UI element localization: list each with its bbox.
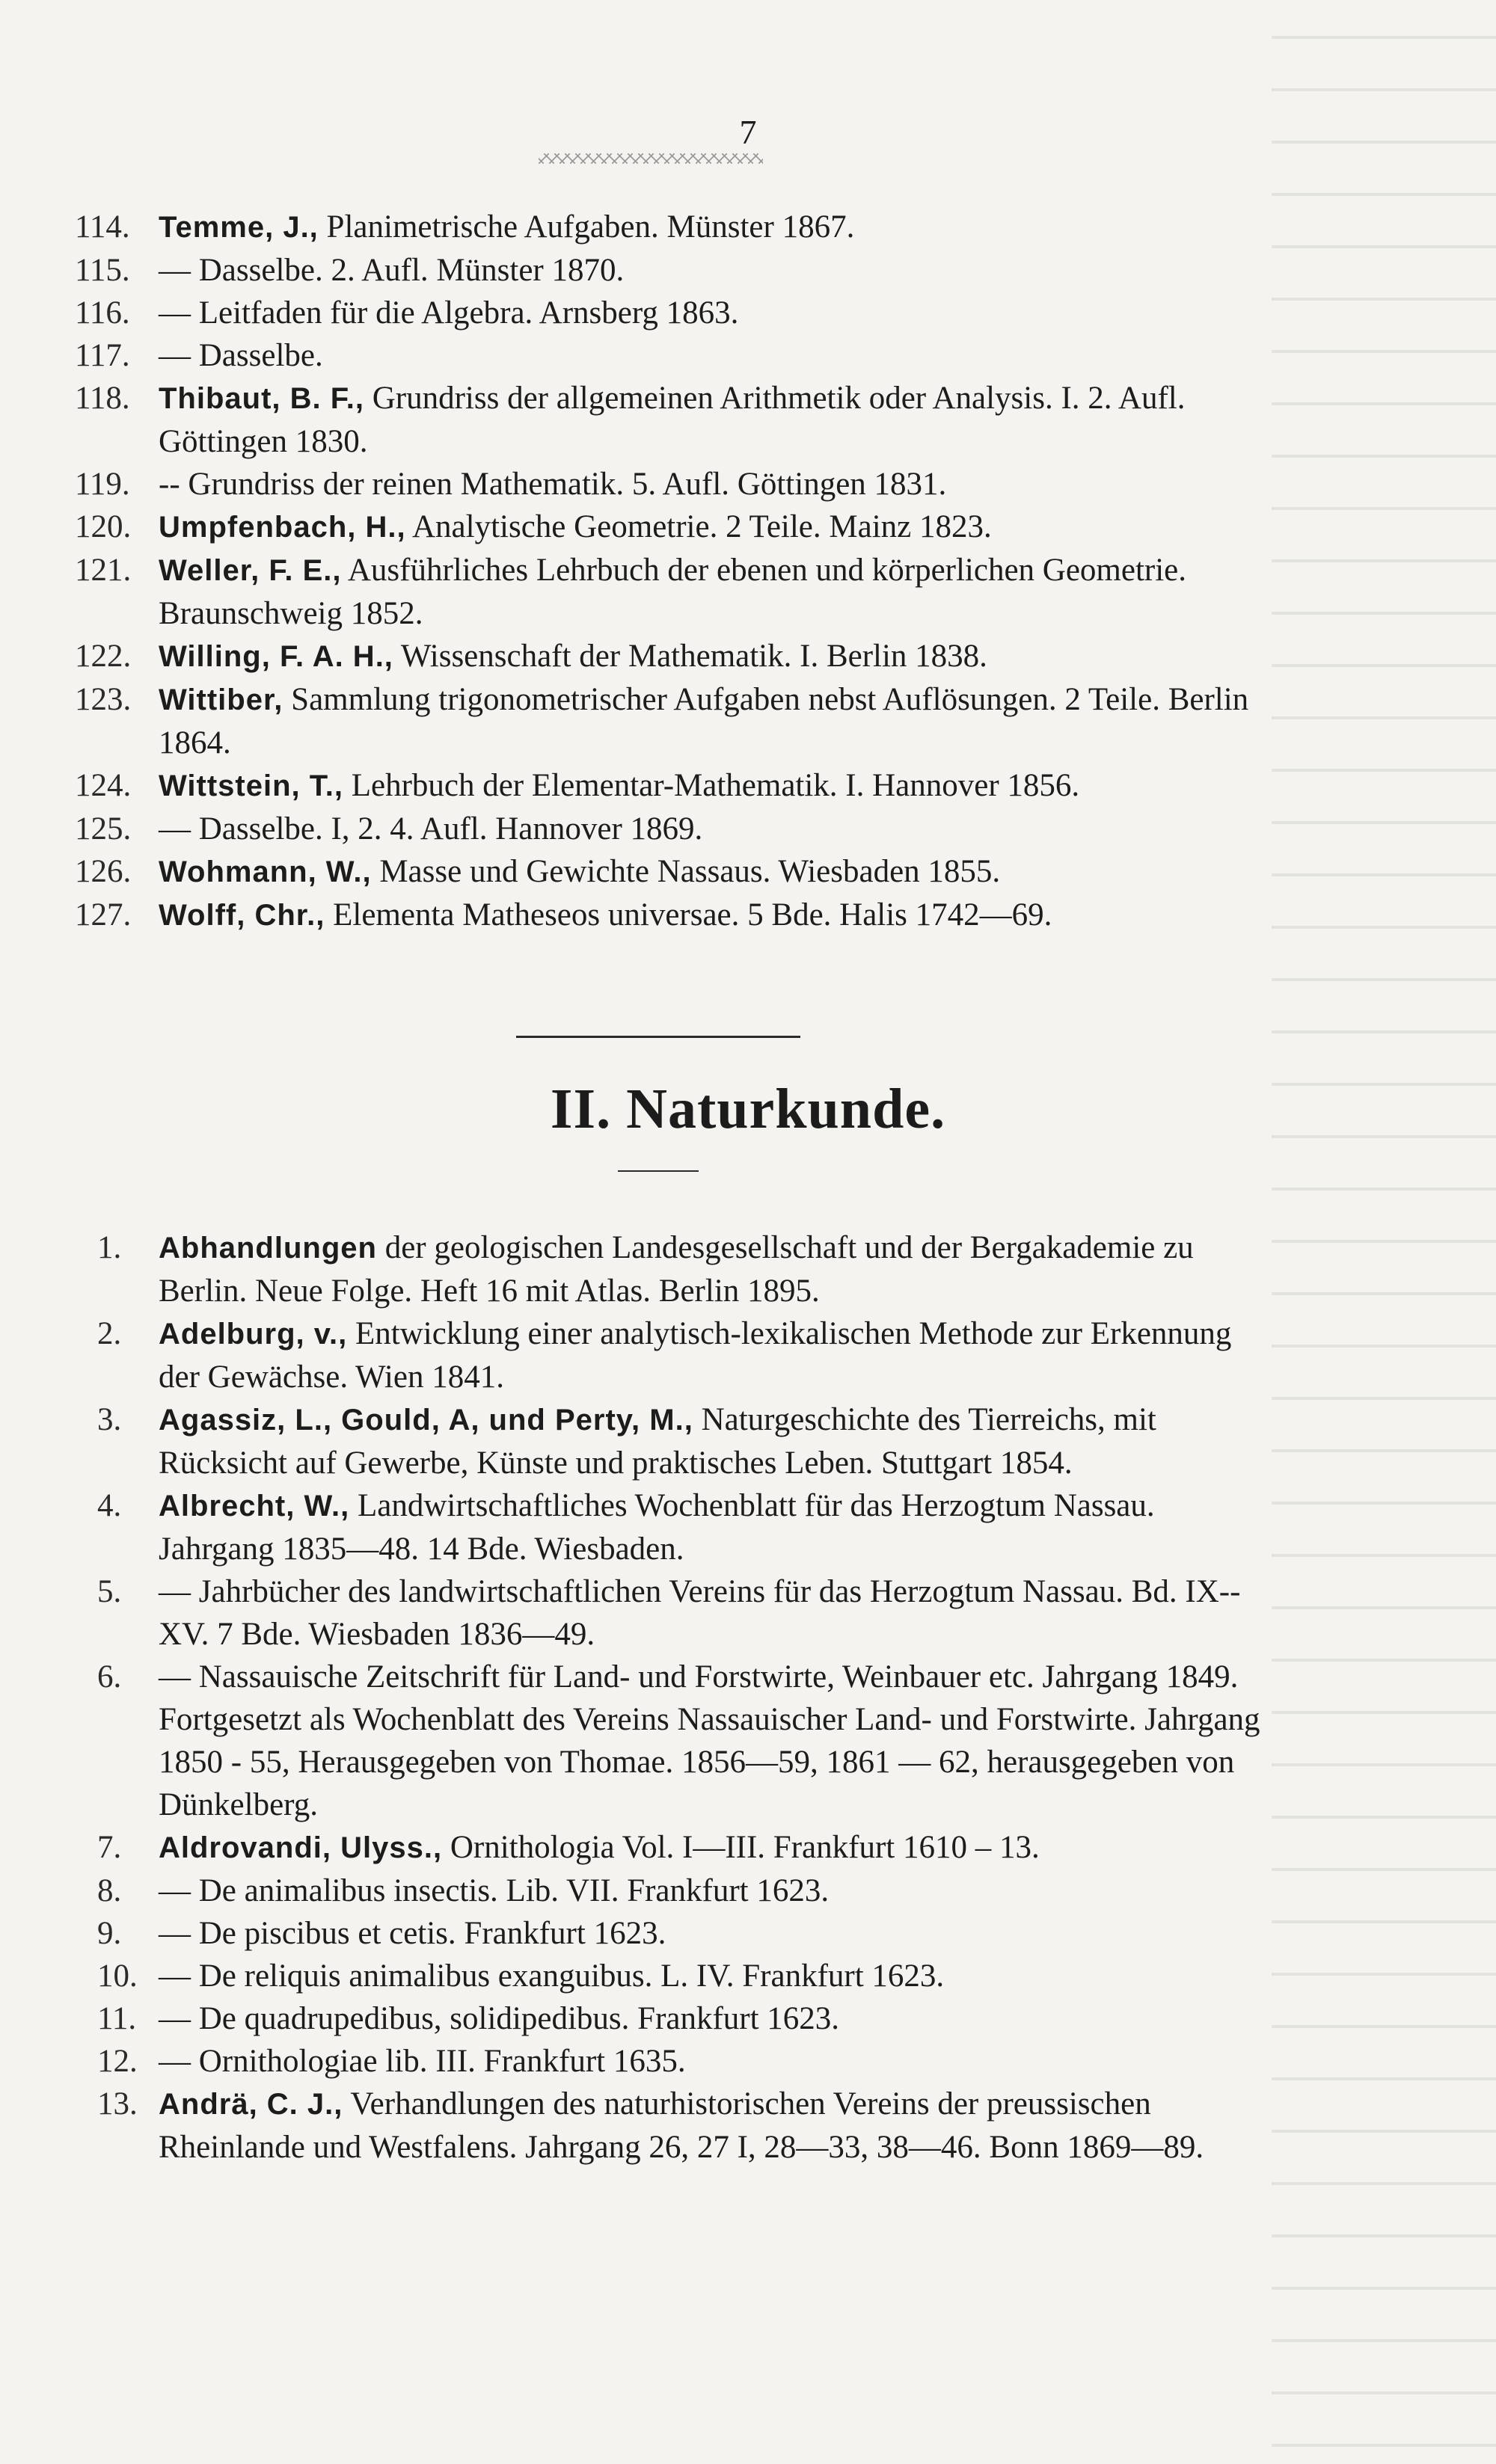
entry-number: 13.: [97, 2086, 138, 2122]
entry-number: 1.: [97, 1230, 122, 1265]
entry-text: — Dasselbe.: [159, 338, 323, 373]
entry-text: — Leitfaden für die Algebra. Arnsberg 1863.: [159, 295, 739, 331]
catalog-entry: [0, 506, 1496, 549]
entry-author: Agassiz, L., Gould, A, und Perty, M.,: [159, 1404, 693, 1437]
entry-author: Wohmann, W.,: [159, 855, 372, 888]
entry-number: 116.: [75, 295, 130, 331]
entry-author: Wittiber,: [159, 683, 283, 716]
section-heading: II. Naturkunde.: [550, 1078, 946, 1140]
entry-number: 124.: [75, 768, 132, 803]
entry-number: 122.: [75, 639, 132, 674]
entry-author: Weller, F. E.,: [159, 554, 342, 587]
catalog-entry: [0, 2040, 1496, 2083]
entry-text: Planimetrische Aufgaben. Münster 1867.: [326, 209, 855, 245]
entry-author: Thibaut, B. F.,: [159, 382, 364, 415]
entry-number: 115.: [75, 253, 130, 288]
entry-number: 121.: [75, 553, 132, 588]
naturkunde-entry-list: [0, 1226, 1496, 2169]
catalog-entry: [0, 463, 1496, 506]
catalog-entry: [0, 1484, 1496, 1570]
entry-author: Andrä, C. J.,: [159, 2088, 343, 2121]
entry-author: Aldrovandi, Ulyss.,: [159, 1831, 443, 1864]
entry-number: 126.: [75, 854, 132, 889]
catalog-entry: [0, 1826, 1496, 1869]
catalog-entry: [0, 1656, 1496, 1826]
catalog-entry: [0, 1955, 1496, 1997]
catalog-entry: [0, 850, 1496, 894]
entry-number: 9.: [97, 1916, 122, 1951]
entry-number: 117.: [75, 338, 130, 373]
entry-author: Adelburg, v.,: [159, 1318, 348, 1351]
entry-text: — Ornithologiae lib. III. Frankfurt 1635.: [159, 2044, 686, 2079]
catalog-entry: [0, 1912, 1496, 1955]
entry-number: 11.: [97, 2001, 137, 2036]
entry-number: 3.: [97, 1402, 122, 1437]
catalog-entry: [0, 249, 1496, 292]
entry-author: Umpfenbach, H.,: [159, 511, 406, 544]
entry-number: 2.: [97, 1316, 122, 1351]
heading-underline: [618, 1170, 699, 1172]
entry-text: — De reliquis animalibus exanguibus. L. IV. Frankfurt 1623.: [159, 1958, 945, 1994]
entry-text: Ornithologia Vol. I—III. Frankfurt 1610 – 13.: [450, 1830, 1040, 1865]
catalog-entry: [0, 377, 1496, 463]
catalog-entry: [0, 292, 1496, 334]
entry-author: Temme, J.,: [159, 211, 319, 244]
entry-number: 7.: [97, 1830, 122, 1865]
entry-text: Landwirtschaftliches Wochenblatt für das Herzogtum Nassau. Jahrgang 1835—48. 14 Bde. Wiesbaden.: [159, 1488, 1155, 1567]
entry-text: Naturgeschichte des Tierreichs, mit Rücksicht auf Gewerbe, Künste und praktisches Leben. Stuttgart 1854.: [159, 1402, 1156, 1481]
entry-number: 8.: [97, 1873, 122, 1908]
catalog-entry: [0, 678, 1496, 764]
catalog-entry: [0, 334, 1496, 377]
entry-text: — Jahrbücher des landwirtschaftlichen Vereins für das Herzogtum Nassau. Bd. IX--XV. 7 Bde. Wiesbaden 1836—49.: [159, 1574, 1241, 1652]
entry-text: — Dasselbe. 2. Aufl. Münster 1870.: [159, 253, 625, 288]
entry-text: Masse und Gewichte Nassaus. Wiesbaden 1855.: [379, 854, 1001, 889]
entry-text: Sammlung trigonometrischer Aufgaben nebst Auflösungen. 2 Teile. Berlin 1864.: [159, 682, 1249, 761]
entry-number: 120.: [75, 509, 132, 544]
page-number: 7: [739, 113, 757, 151]
entry-text: -- Grundriss der reinen Mathematik. 5. Aufl. Göttingen 1831.: [159, 467, 947, 502]
catalog-entry: [0, 1398, 1496, 1484]
catalog-entry: [0, 764, 1496, 808]
entry-author: Willing, F. A. H.,: [159, 640, 393, 673]
entry-text: Ausführliches Lehrbuch der ebenen und körperlichen Geometrie. Braunschweig 1852.: [159, 553, 1187, 631]
catalog-entry: [0, 206, 1496, 249]
catalog-entry: [0, 894, 1496, 937]
catalog-entry: [0, 808, 1496, 850]
entry-text: — Nassauische Zeitschrift für Land- und Forstwirte, Weinbauer etc. Jahrgang 1849. Fortgesetzt als Wochenblatt des Vereins Nassauischer Land- und Forstwirte. Jahrgang 1850 - 55, Herausgegeben von Thomae. 1856—59, 1861 — 62, herausgegeben von Dünkelberg.: [159, 1659, 1260, 1822]
section-divider: [516, 1036, 800, 1038]
entry-number: 118.: [75, 381, 130, 416]
catalog-entry: [0, 2083, 1496, 2169]
entry-number: 6.: [97, 1659, 122, 1695]
catalog-entry: [0, 1869, 1496, 1912]
entry-author: Abhandlungen: [159, 1232, 377, 1265]
entry-text: Entwicklung einer analytisch-lexikalischen Methode zur Erkennung der Gewächse. Wien 1841.: [159, 1316, 1232, 1395]
catalog-entry: [0, 635, 1496, 678]
entry-text: — De piscibus et cetis. Frankfurt 1623.: [159, 1916, 666, 1951]
entry-number: 127.: [75, 897, 132, 933]
entry-text: Wissenschaft der Mathematik. I. Berlin 1838.: [400, 639, 987, 674]
entry-number: 119.: [75, 467, 130, 502]
entry-text: — De animalibus insectis. Lib. VII. Frankfurt 1623.: [159, 1873, 830, 1908]
entry-text: — De quadrupedibus, solidipedibus. Frankfurt 1623.: [159, 2001, 840, 2036]
page-number-ornament: [539, 153, 763, 164]
entry-author: Wittstein, T.,: [159, 769, 343, 802]
entry-number: 114.: [75, 209, 130, 245]
catalog-entry: [0, 1997, 1496, 2040]
entry-text: Analytische Geometrie. 2 Teile. Mainz 1823.: [411, 509, 992, 544]
entry-text: Grundriss der allgemeinen Arithmetik oder Analysis. I. 2. Aufl. Göttingen 1830.: [159, 381, 1186, 459]
entry-number: 10.: [97, 1958, 138, 1994]
entry-author: Wolff, Chr.,: [159, 899, 325, 932]
entry-text: — Dasselbe. I, 2. 4. Aufl. Hannover 1869.: [159, 811, 703, 847]
entry-number: 125.: [75, 811, 132, 847]
catalog-entry: [0, 1312, 1496, 1398]
mathematics-entry-list: [0, 206, 1496, 937]
entry-number: 5.: [97, 1574, 122, 1609]
entry-text: der geologischen Landesgesellschaft und der Bergakademie zu Berlin. Neue Folge. Heft 16 mit Atlas. Berlin 1895.: [159, 1230, 1194, 1309]
entry-author: Albrecht, W.,: [159, 1490, 350, 1523]
entry-text: Elementa Matheseos universae. 5 Bde. Halis 1742—69.: [333, 897, 1052, 933]
entry-number: 123.: [75, 682, 132, 717]
catalog-entry: [0, 1226, 1496, 1312]
entry-text: Verhandlungen des naturhistorischen Vereins der preussischen Rheinlande und Westfalens. Jahrgang 26, 27 I, 28—33, 38—46. Bonn 1869—89.: [159, 2086, 1204, 2165]
entry-number: 4.: [97, 1488, 122, 1523]
catalog-entry: [0, 1570, 1496, 1656]
entry-text: Lehrbuch der Elementar-Mathematik. I. Hannover 1856.: [351, 768, 1080, 803]
catalog-entry: [0, 549, 1496, 635]
entry-number: 12.: [97, 2044, 138, 2079]
